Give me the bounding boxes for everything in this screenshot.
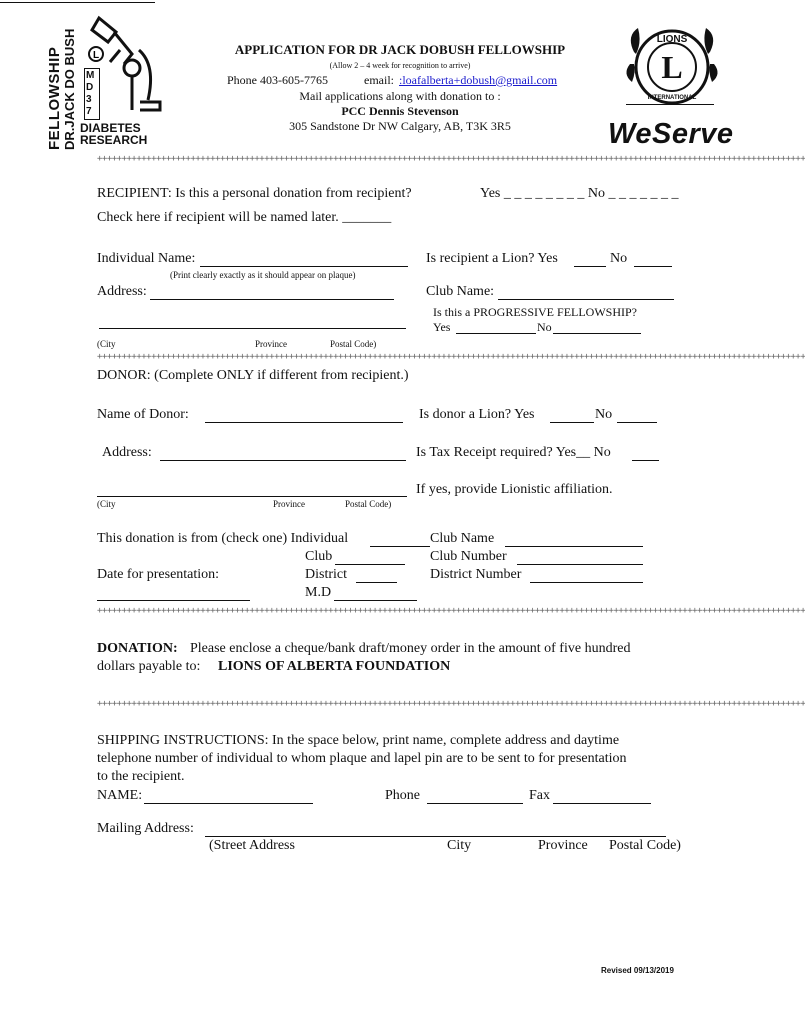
md-check-field[interactable] <box>334 600 417 601</box>
separator: ++++++++++++++++++++++++++++++++++++++++++++++++++++++++++++++++++++++++++++++++++++++++++++++++++++++++++++++++++++++++++++++++++++++++++++++++ <box>97 154 805 164</box>
donor-postal-label: Postal Code) <box>345 499 392 509</box>
recipient-question: RECIPIENT: Is this a personal donation from recipient? <box>97 186 412 201</box>
individual-name-field[interactable] <box>200 266 408 267</box>
club-check-field[interactable] <box>335 564 405 565</box>
club-name-label: Club Name: <box>426 284 495 299</box>
ship-phone-label: Phone <box>385 788 420 803</box>
date-presentation-field[interactable] <box>97 600 250 601</box>
recipient-lion-yes-field[interactable] <box>574 266 606 267</box>
donation-text-2: dollars payable to: <box>97 659 201 674</box>
ship-postal-label: Postal Code) <box>609 838 681 853</box>
progressive-question: Is this a PROGRESSIVE FELLOWSHIP? <box>433 305 638 319</box>
district-check-label: District <box>305 567 347 582</box>
ship-city-label: City <box>447 838 472 853</box>
donor-address-label: Address: <box>102 445 152 460</box>
separator: ++++++++++++++++++++++++++++++++++++++++++++++++++++++++++++++++++++++++++++++++++++++++++++++++++++++++++++++++++++++++++++++++++++++++++++++++ <box>97 606 805 616</box>
separator: ++++++++++++++++++++++++++++++++++++++++++++++++++++++++++++++++++++++++++++++++++++++++++++++++++++++++++++++++++++++++++++++++++++++++++++++++ <box>97 699 805 709</box>
address-field[interactable] <box>150 299 394 300</box>
name-hint: (Print clearly exactly as it should appear on plaque) <box>170 270 356 280</box>
postal-label: Postal Code) <box>330 339 377 349</box>
donation-payee: LIONS OF ALBERTA FOUNDATION <box>218 659 451 674</box>
donor-name-field[interactable] <box>205 422 403 423</box>
contact-name: PCC Dennis Stevenson <box>341 104 459 118</box>
mail-address: 305 Sandstone Dr NW Calgary, AB, T3K 3R5 <box>289 119 511 133</box>
we-serve-text: WeServe <box>608 118 734 150</box>
tax-receipt-no-field[interactable] <box>632 460 659 461</box>
recipient-yes-no[interactable]: Yes _ _ _ _ _ _ _ _ No _ _ _ _ _ _ _ <box>480 186 679 201</box>
page-title: APPLICATION FOR DR JACK DOBUSH FELLOWSHIP <box>234 42 566 57</box>
donation-from-label: This donation is from (check one) Individual <box>97 531 349 546</box>
donation-label: DONATION: <box>97 641 178 656</box>
ship-fax-field[interactable] <box>553 803 651 804</box>
donor-name-label: Name of Donor: <box>97 407 189 422</box>
md-check-label: M.D <box>305 585 332 600</box>
district-number-label: District Number <box>430 567 522 582</box>
recipient-later[interactable]: Check here if recipient will be named later. _______ <box>97 210 392 225</box>
shipping-line-1: SHIPPING INSTRUCTIONS: In the space below, print name, complete address and daytime <box>97 733 620 748</box>
recipient-lion-no-label: No <box>610 251 628 266</box>
research-label: RESEARCH <box>80 133 148 147</box>
club-number-field[interactable] <box>517 564 643 565</box>
city-label: (City <box>97 339 116 349</box>
ship-province-label: Province <box>538 838 588 853</box>
club-check-label: Club <box>305 549 333 564</box>
address-label: Address: <box>97 284 147 299</box>
lions-emblem-icon <box>622 22 722 114</box>
md-label: M D 3 7 <box>84 68 100 120</box>
lions-logo <box>622 22 722 114</box>
donor-province-label: Province <box>273 499 305 509</box>
donor-lion-yes-field[interactable] <box>550 422 594 423</box>
donor-lion-question: Is donor a Lion? Yes <box>419 407 535 422</box>
ship-fax-label: Fax <box>529 788 550 803</box>
svg-text:INTERNATIONAL: INTERNATIONAL <box>647 95 697 101</box>
ship-name-label: NAME: <box>97 788 143 803</box>
club-name-label-2: Club Name <box>430 531 495 546</box>
affiliation-text: If yes, provide Lionistic affiliation. <box>416 482 613 497</box>
recipient-lion-no-field[interactable] <box>634 266 672 267</box>
district-check-field[interactable] <box>356 582 397 583</box>
club-number-label: Club Number <box>430 549 507 564</box>
mailing-address-label: Mailing Address: <box>97 821 194 836</box>
logo-underline <box>626 104 714 105</box>
diabetes-label: DIABETES <box>80 121 141 135</box>
svg-text:L: L <box>92 50 100 61</box>
donor-header: DONOR: (Complete ONLY if different from recipient.) <box>97 368 409 383</box>
progressive-no-label: No <box>537 320 552 334</box>
street-label: (Street Address <box>209 838 295 853</box>
progressive-no-field[interactable] <box>553 333 641 334</box>
mail-line: Mail applications along with donation to : <box>299 89 501 103</box>
donor-lion-no-label: No <box>595 407 613 422</box>
ship-phone-field[interactable] <box>427 803 523 804</box>
district-number-field[interactable] <box>530 582 643 583</box>
phone-text: Phone 403-605-7765 <box>227 73 328 87</box>
revised-date: Revised 09/13/2019 <box>601 966 674 975</box>
email-label: email: <box>364 73 394 87</box>
progressive-yes-field[interactable] <box>456 333 536 334</box>
top-rule <box>0 2 155 3</box>
shipping-line-3: to the recipient. <box>97 769 185 784</box>
dobush-name-label: DR.JACK DO BUSH <box>62 28 77 150</box>
donor-address-field[interactable] <box>160 460 406 461</box>
fellowship-label: FELLOWSHIP <box>46 46 63 150</box>
recipient-lion-question: Is recipient a Lion? Yes <box>426 251 558 266</box>
province-label: Province <box>255 339 287 349</box>
svg-text:L: L <box>661 49 683 85</box>
club-name-field-2[interactable] <box>505 546 643 547</box>
individual-name-label: Individual Name: <box>97 251 196 266</box>
dobush-logo <box>44 10 169 155</box>
tax-receipt-question: Is Tax Receipt required? Yes__ No <box>416 445 611 460</box>
progressive-yes-label: Yes <box>433 320 451 334</box>
shipping-line-2: telephone number of individual to whom plaque and lapel pin are to be sent to for presentation <box>97 751 627 766</box>
date-presentation-label: Date for presentation: <box>97 567 220 582</box>
individual-check-field[interactable] <box>370 546 430 547</box>
allow-note: (Allow 2 – 4 week for recognition to arrive) <box>329 61 471 70</box>
ship-name-field[interactable] <box>144 803 313 804</box>
donation-text-1: Please enclose a cheque/bank draft/money order in the amount of five hundred <box>190 641 631 656</box>
svg-text:LIONS: LIONS <box>656 34 688 45</box>
email-link[interactable]: :loafalberta+dobush@gmail.com <box>399 73 558 87</box>
separator: ++++++++++++++++++++++++++++++++++++++++++++++++++++++++++++++++++++++++++++++++++++++++++++++++++++++++++++++++++++++++++++++++++++++++++++++++ <box>97 352 805 362</box>
donor-city-line-field[interactable] <box>97 496 407 497</box>
mailing-address-field[interactable] <box>205 836 666 837</box>
club-name-field[interactable] <box>498 299 674 300</box>
city-line-field[interactable] <box>99 328 406 329</box>
donor-city-label: (City <box>97 499 116 509</box>
donor-lion-no-field[interactable] <box>617 422 657 423</box>
